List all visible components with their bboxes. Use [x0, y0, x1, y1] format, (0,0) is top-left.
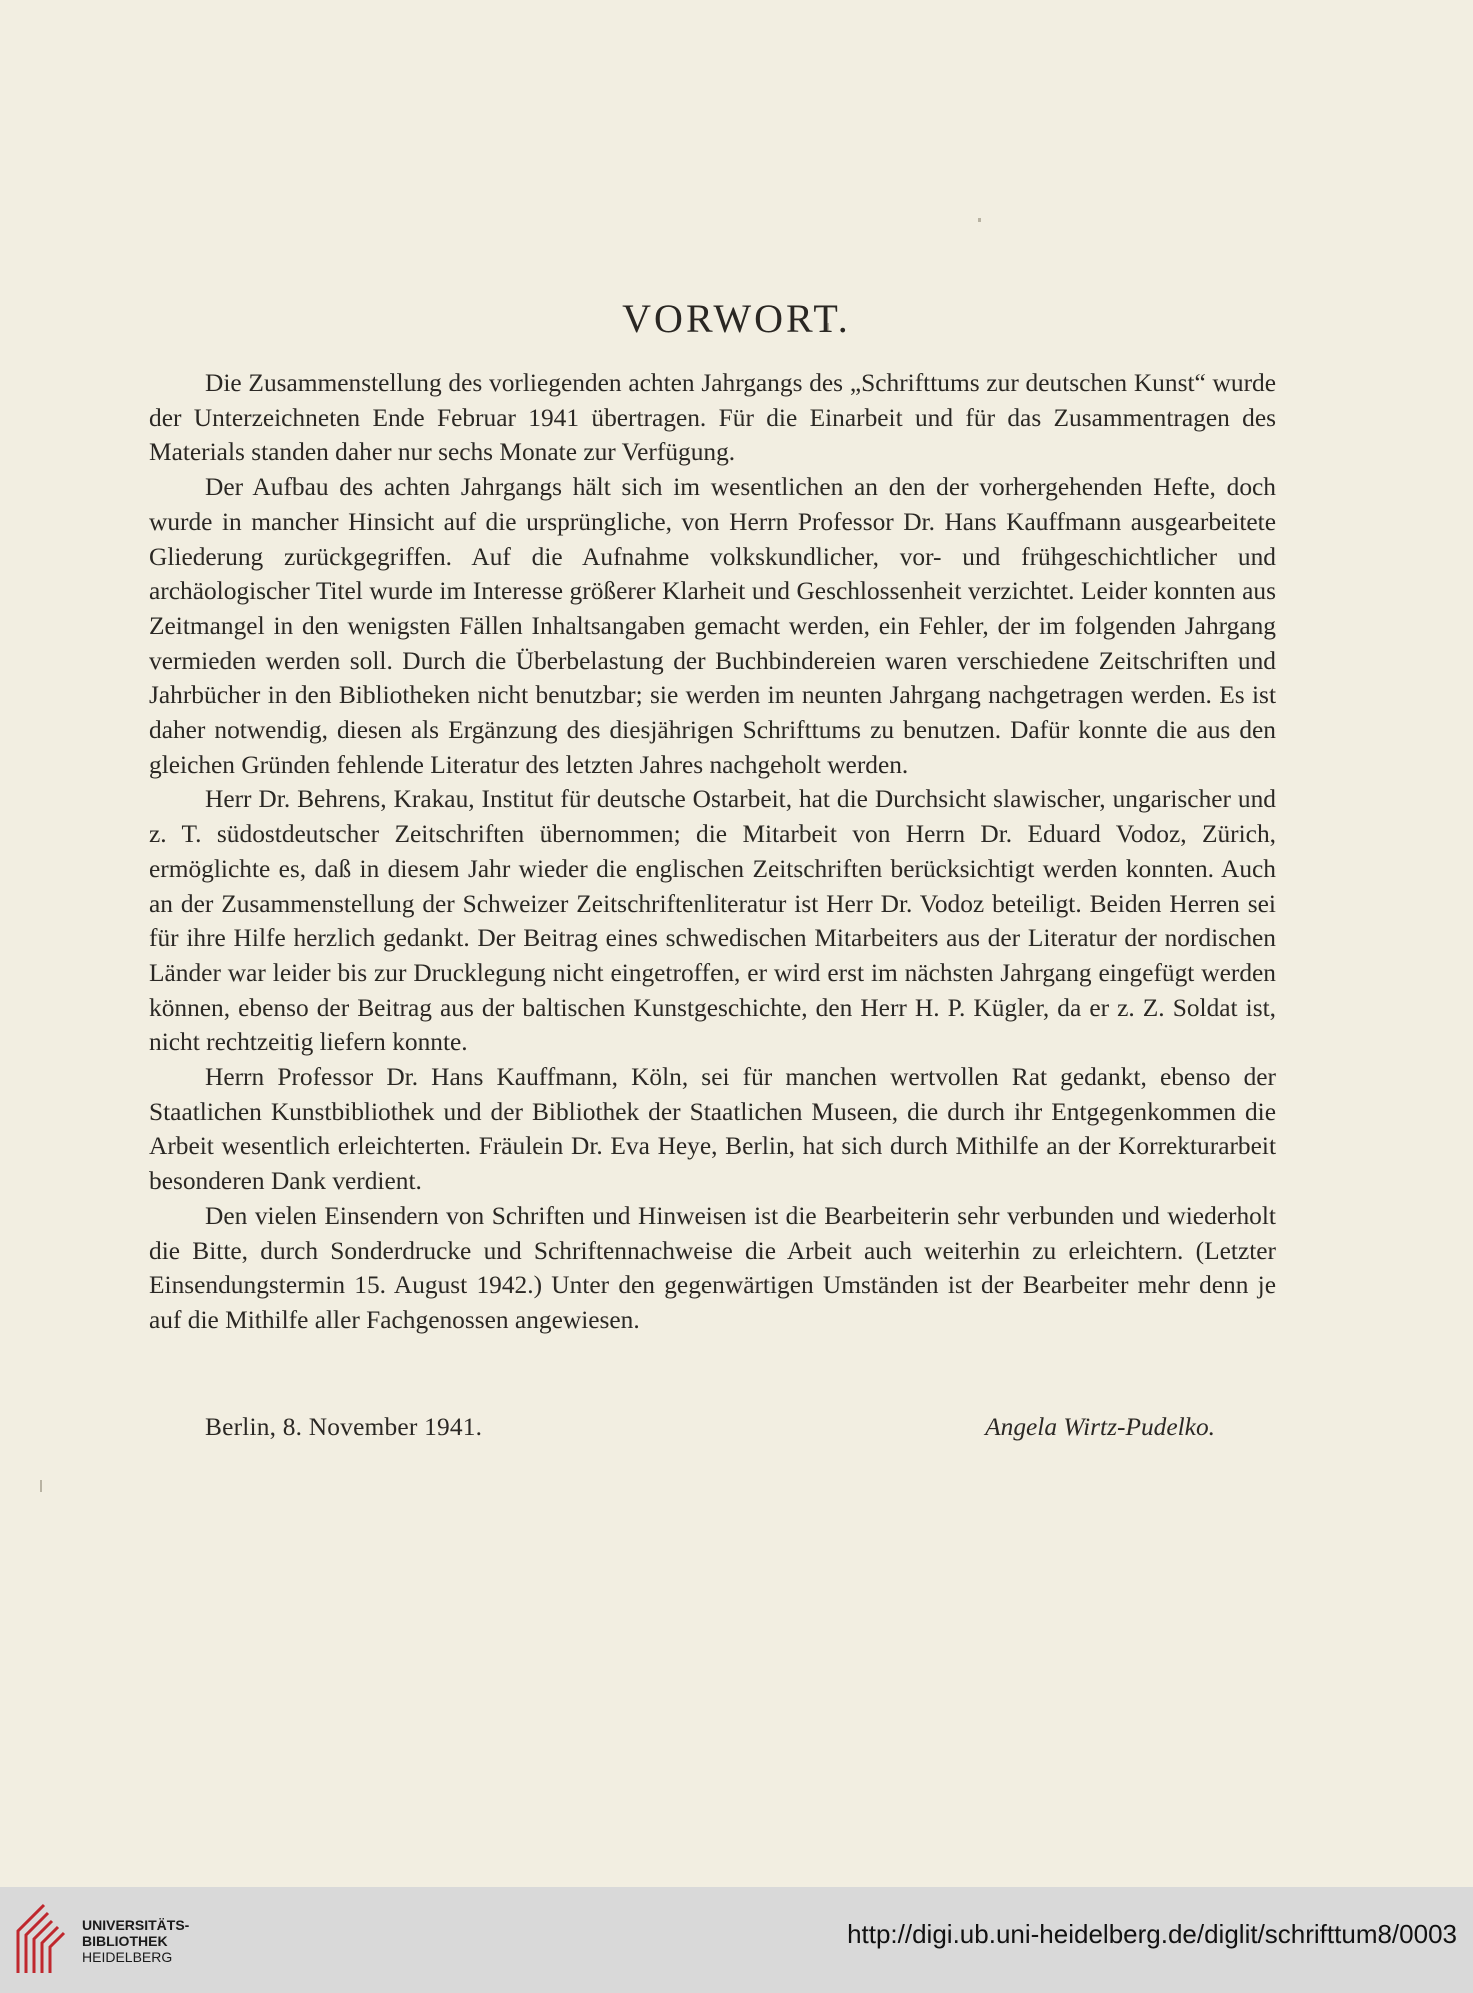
- library-name-line3: HEIDELBERG: [82, 1949, 173, 1965]
- library-name: [82, 1917, 189, 1965]
- speck-mark: [40, 1480, 42, 1492]
- source-url-link[interactable]: http://digi.ub.uni-heidelberg.de/diglit/schrifttum8/0003: [847, 1919, 1457, 1949]
- library-logo-icon[interactable]: [14, 1901, 72, 1977]
- paragraph-4: Herrn Professor Dr. Hans Kauffmann, Köln, sei für manchen wertvollen Rat gedankt, ebenso der Staatlichen Kunstbibliothek und der Bibliothek der Staatlichen Museen, die durch ihr Entgegenkommen die Arbeit wesentlich erleichterten. Fräulein Dr. Eva Heye, Berlin, hat sich durch Mithilfe an der Korrekturarbeit besonderen Dank verdient.: [149, 1063, 1276, 1196]
- paragraph-5: Den vielen Einsendern von Schriften und Hinweisen ist die Bearbeiterin sehr verbunden und wiederholt die Bitte, durch Sonderdrucke und Schriftennachweise die Arbeit auch weiterhin zu erleichtern. (Letzter Einsendungstermin 15. August 1942.) Unter den gegenwärtigen Umständen ist der Bearbeiter mehr denn je auf die Mithilfe aller Fachgenossen angewiesen.: [149, 1201, 1276, 1334]
- library-logo-graphic: [14, 1901, 72, 1977]
- library-name-line2: BIBLIOTHEK: [82, 1933, 168, 1949]
- paragraph-3: Herr Dr. Behrens, Krakau, Institut für deutsche Ostarbeit, hat die Durchsicht slawischer, ungarischer und z. T. südostdeutscher Zeitschriften übernommen; die Mitarbeit von Herrn Dr. Eduard Vodoz, Zürich, ermöglichte es, daß in diesem Jahr wieder die englischen Zeitschriften berücksichtigt werden konnten. Auch an der Zusammenstellung der Schweizer Zeitschriftenliteratur ist Herr Dr. Vodoz beteiligt. Beiden Herren sei für ihre Hilfe herzlich gedankt. Der Beitrag eines schwedischen Mitarbeiters aus der Literatur der nordischen Länder war leider bis zur Drucklegung nicht eingetroffen, er wird erst im nächsten Jahrgang eingefügt werden können, ebenso der Beitrag aus der baltischen Kunstgeschichte, den Herr H. P. Kügler, da er z. Z. Soldat ist, nicht rechtzeitig liefern konnte.: [149, 785, 1276, 1057]
- paragraph-1: Die Zusammenstellung des vorliegenden achten Jahrgangs des „Schrifttums zur deutschen Kunst“ wurde der Unterzeichneten Ende Februar 1941 übertragen. Für die Einarbeit und für das Zusammentragen des Materials standen daher nur sechs Monate zur Verfügung.: [149, 369, 1276, 467]
- signature-line: [205, 1413, 1215, 1442]
- body-text: [149, 366, 1276, 1338]
- library-name-line1: UNIVERSITÄTS-: [82, 1917, 190, 1933]
- place-date: Berlin, 8. November 1941.: [205, 1413, 483, 1441]
- author-name: Angela Wirtz-Pudelko.: [985, 1413, 1215, 1441]
- page-title: VORWORT.: [622, 296, 851, 341]
- paragraph-2: Der Aufbau des achten Jahrgangs hält sich im wesentlichen an den der vorhergehenden Hefte, doch wurde in mancher Hinsicht auf die ursprüngliche, von Herrn Professor Dr. Hans Kauffmann ausgearbeitete Gliederung zurückgegriffen. Auf die Aufnahme volkskundlicher, vor- und frühgeschichtlicher und archäologischer Titel wurde im Interesse größerer Klarheit und Geschlossenheit verzichtet. Leider konnten aus Zeitmangel in den wenigsten Fällen Inhaltsangaben gemacht werden, ein Fehler, der im folgenden Jahrgang vermieden werden soll. Durch die Überbelastung der Buchbindereien waren verschiedene Zeitschriften und Jahrbücher in den Bibliotheken nicht benutzbar; sie werden im neunten Jahrgang nachgetragen werden. Es ist daher notwendig, diesen als Ergänzung des diesjährigen Schrifttums zu benutzen. Dafür konnte die aus den gleichen Gründen fehlende Literatur des letzten Jahres nachgeholt werden.: [149, 473, 1276, 779]
- footer-bar: [0, 1887, 1473, 1993]
- speck-mark: [978, 218, 981, 222]
